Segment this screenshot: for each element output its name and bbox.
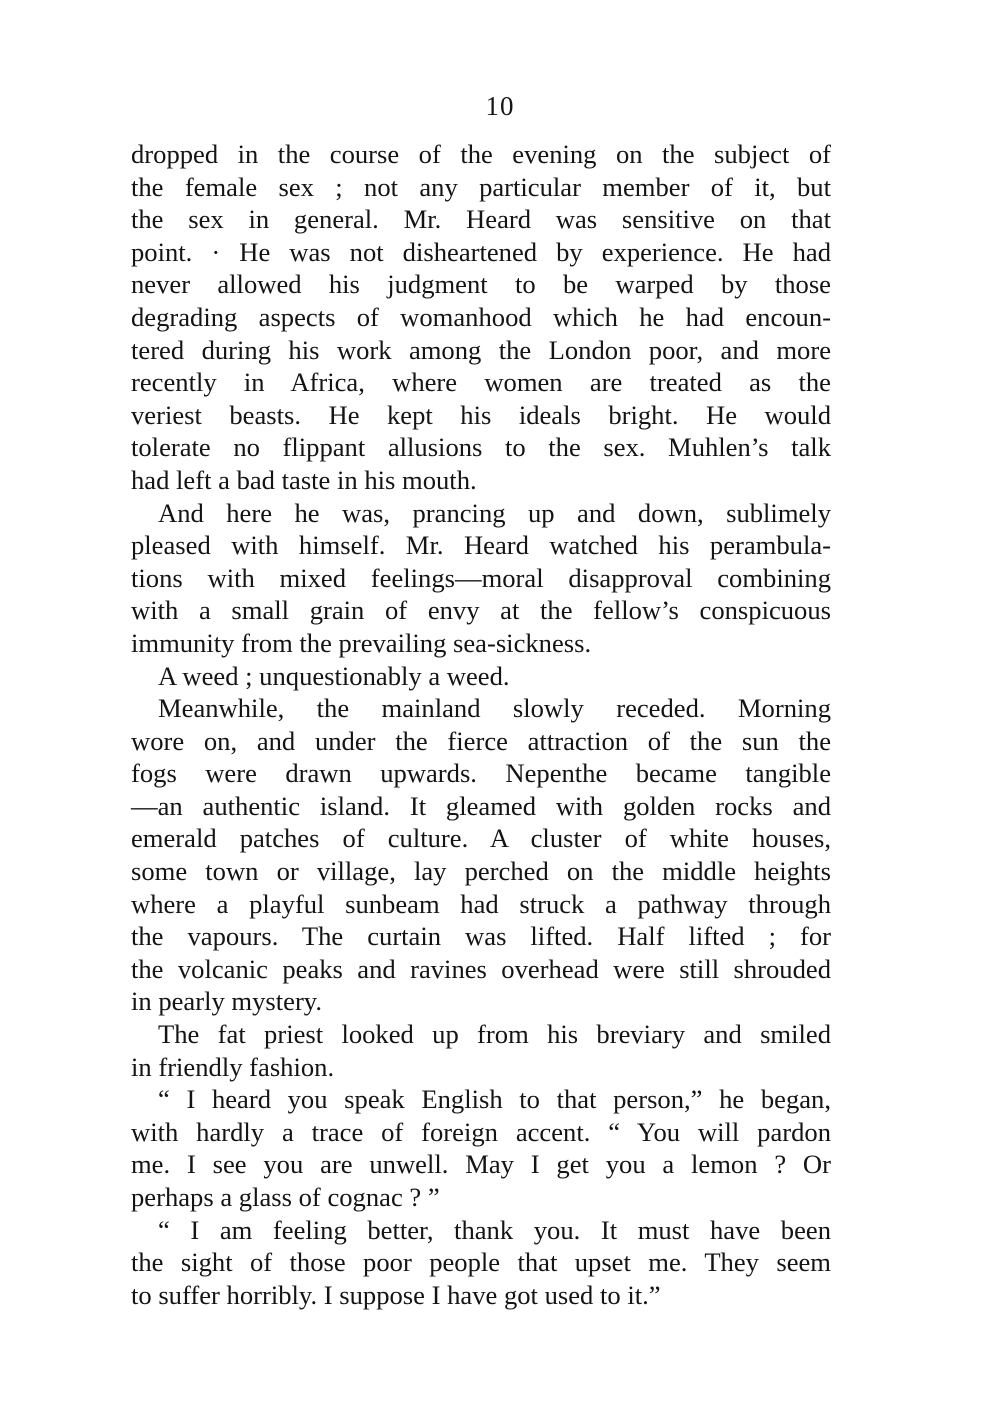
text-line: tolerate no flippant allusions to the sex. Muhlen’s talk <box>131 432 831 463</box>
text-line: dropped in the course of the evening on the subject of <box>131 139 831 169</box>
text-line: wore on, and under the fierce attraction of the sun the <box>131 725 831 756</box>
body-text <box>131 138 831 1311</box>
page-number: 10 <box>485 91 515 121</box>
text-line: perhaps a glass of cognac ? ” <box>131 1182 440 1212</box>
text-line: the female sex ; not any particular member of it, but <box>131 171 831 202</box>
text-line: in friendly fashion. <box>131 1051 335 1082</box>
text-line: —an authentic island. It gleamed with golden rocks and <box>131 790 831 821</box>
text-line: degrading aspects of womanhood which he had encoun- <box>131 301 831 332</box>
text-line: to suffer horribly. I suppose I have got used to it.” <box>131 1279 661 1310</box>
text-line: me. I see you are unwell. May I get you a lemon ? Or <box>131 1149 831 1180</box>
text-line: recently in Africa, where women are treated as the <box>131 367 831 398</box>
text-line: pleased with himself. Mr. Heard watched his perambula- <box>131 530 831 561</box>
text-line: emerald patches of culture. A cluster of white houses, <box>131 823 831 854</box>
text-line: the vapours. The curtain was lifted. Half lifted ; for <box>131 921 831 952</box>
text-line: immunity from the prevailing sea-sickness. <box>131 627 592 658</box>
text-line: with a small grain of envy at the fellow’s conspicuous <box>131 595 831 626</box>
text-line: the sex in general. Mr. Heard was sensitive on that <box>131 204 831 235</box>
text-line: where a playful sunbeam had struck a pathway through <box>131 888 831 919</box>
text-line: fogs were drawn upwards. Nepenthe became tangible <box>131 758 831 789</box>
text-line: the volcanic peaks and ravines overhead were still shrouded <box>131 953 831 984</box>
text-line: some town or village, lay perched on the middle heights <box>131 856 831 887</box>
text-line: A weed ; unquestionably a weed. <box>158 660 510 691</box>
text-line: never allowed his judgment to be warped by those <box>131 269 831 300</box>
text-line: “ I heard you speak English to that person,” he began, <box>158 1084 831 1115</box>
text-line: with hardly a trace of foreign accent. “ You will pardon <box>131 1116 831 1147</box>
text-line: in pearly mystery. <box>131 986 323 1017</box>
text-line: the sight of those poor people that upset me. They seem <box>131 1247 831 1278</box>
text-line: tions with mixed feelings—moral disapproval combining <box>131 562 831 593</box>
text-line: The fat priest looked up from his breviary and smiled <box>158 1019 831 1050</box>
text-line: tered during his work among the London poor, and more <box>131 334 831 365</box>
text-line: “ I am feeling better, thank you. It must have been <box>158 1214 831 1245</box>
text-line: And here he was, prancing up and down, sublimely <box>158 497 831 528</box>
text-line: Meanwhile, the mainland slowly receded. Morning <box>158 693 831 724</box>
text-line: point. · He was not disheartened by experience. He had <box>131 236 831 267</box>
text-line: had left a bad taste in his mouth. <box>131 464 477 495</box>
text-line: veriest beasts. He kept his ideals bright. He would <box>131 399 831 430</box>
